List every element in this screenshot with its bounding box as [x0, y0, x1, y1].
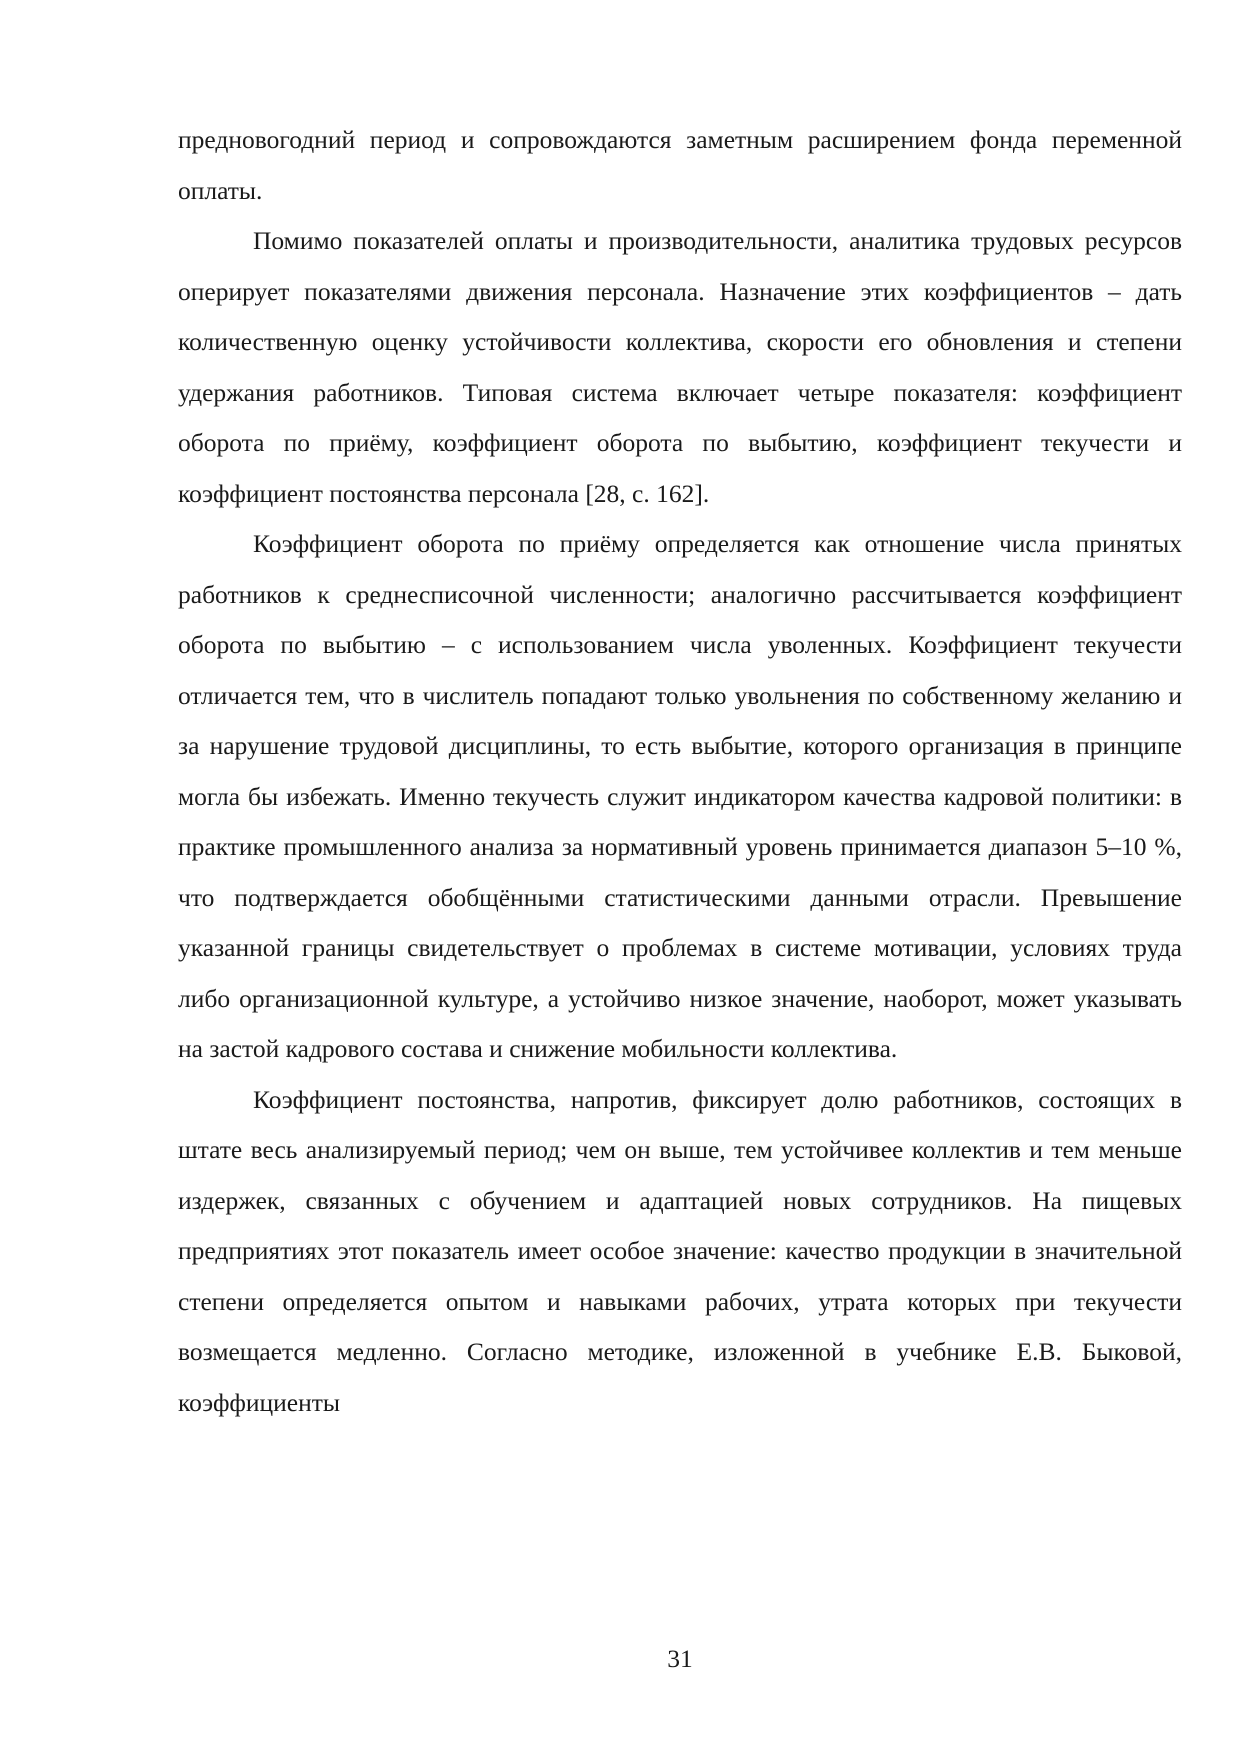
paragraph-personnel-movement: Помимо показателей оплаты и производительности, аналитика трудовых ресурсов оперирует показателями движения персонала. Назначение этих коэффициентов – дать количественную оценку устойчивости коллектива, скорости его обновления и степени удержания работников. Типовая система включает четыре показателя: коэффициент оборота по приёму, коэффициент оборота по выбытию, коэффициент текучести и коэффициент постоянства персонала [28, с. 162].	[178, 226, 1182, 508]
paragraph-constancy-coefficient: Коэффициент постоянства, напротив, фиксирует долю работников, состоящих в штате весь анализируемый период; чем он выше, тем устойчивее коллектив и тем меньше издержек, связанных с обучением и адаптацией новых сотрудников. На пищевых предприятиях этот показатель имеет особое значение: качество продукции в значительной степени определяется опытом и навыками рабочих, утрата которых при текучести возмещается медленно. Согласно методике, изложенной в учебнике Е.В. Быковой, коэффициенты	[178, 1084, 1182, 1417]
page-number: 31	[667, 1644, 693, 1673]
paragraph-continuation: предновогодний период и сопровождаются заметным расширением фонда переменной оплаты.	[178, 125, 1182, 205]
body-text	[178, 115, 1182, 1428]
paragraph-turnover-coefficient: Коэффициент оборота по приёму определяется как отношение числа принятых работников к среднесписочной численности; аналогично рассчитывается коэффициент оборота по выбытию – с использованием числа уволенных. Коэффициент текучести отличается тем, что в числитель попадают только увольнения по собственному желанию и за нарушение трудовой дисциплины, то есть выбытие, которого организация в принципе могла бы избежать. Именно текучесть служит индикатором качества кадровой политики: в практике промышленного анализа за нормативный уровень принимается диапазон 5–10 %, что подтверждается обобщёнными статистическими данными отрасли. Превышение указанной границы свидетельствует о проблемах в системе мотивации, условиях труда либо организационной культуре, а устойчиво низкое значение, наоборот, может указывать на застой кадрового состава и снижение мобильности коллектива.	[178, 529, 1182, 1063]
